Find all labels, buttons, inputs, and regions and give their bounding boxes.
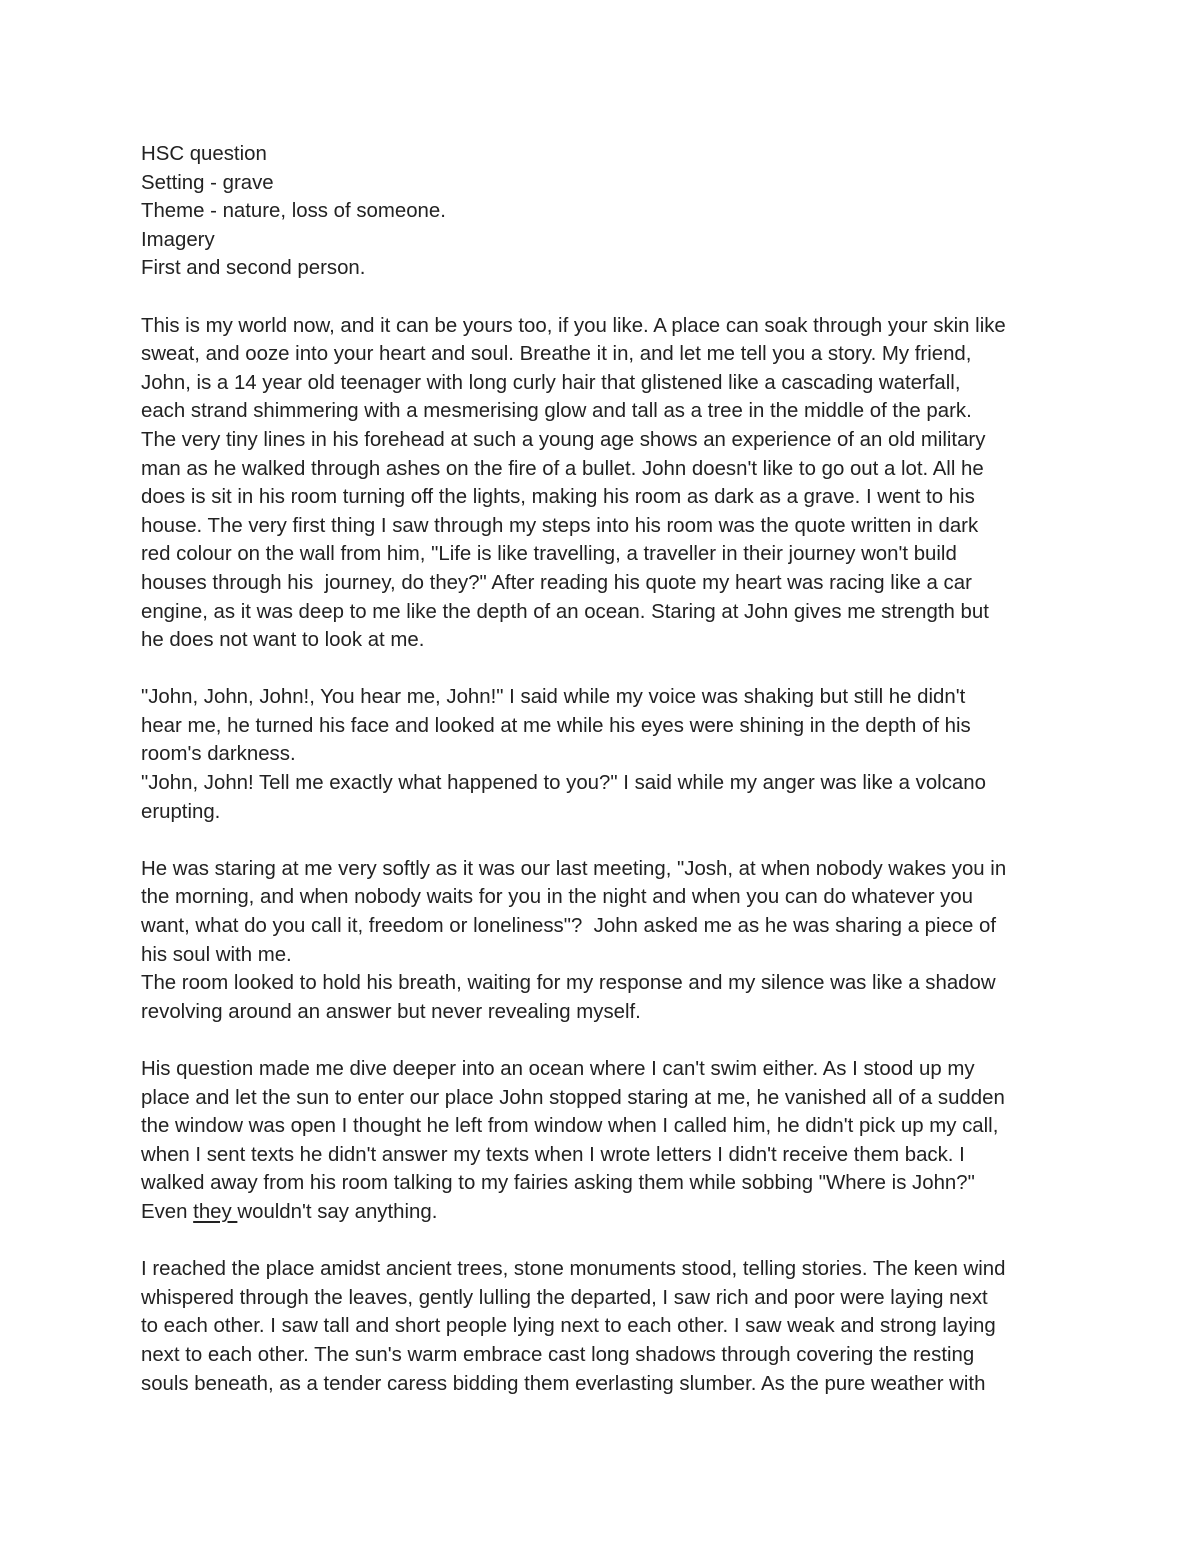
header-line: Setting - grave — [141, 171, 274, 194]
text-line: man as he walked through ashes on the fire of a bullet. John doesn't like to go out a lot. All he — [141, 457, 984, 480]
text-segment: wouldn't say anything. — [237, 1200, 438, 1223]
paragraph-4 — [141, 1055, 1071, 1227]
text-line: engine, as it was deep to me like the depth of an ocean. Staring at John gives me strength but — [141, 600, 989, 623]
paragraph-spacer — [141, 655, 1071, 684]
text-line: "John, John, John!, You hear me, John!" I said while my voice was shaking but still he didn't — [141, 686, 966, 709]
text-line: room's darkness. — [141, 743, 296, 766]
text-line: souls beneath, as a tender caress bidding them everlasting slumber. As the pure weather with — [141, 1372, 986, 1395]
text-line: when I sent texts he didn't answer my texts when I wrote letters I didn't receive them back. I — [141, 1143, 965, 1166]
text-line: red colour on the wall from him, "Life is like travelling, a traveller in their journey won't build — [141, 543, 957, 566]
document-body — [141, 140, 1071, 1398]
text-line: whispered through the leaves, gently lulling the departed, I saw rich and poor were laying next — [141, 1286, 988, 1309]
underlined-word: they — [193, 1200, 238, 1223]
header-notes — [141, 140, 1071, 283]
text-line: place and let the sun to enter our place John stopped staring at me, he vanished all of a sudden — [141, 1086, 1005, 1109]
text-line: to each other. I saw tall and short people lying next to each other. I saw weak and strong laying — [141, 1315, 996, 1338]
text-line: John, is a 14 year old teenager with long curly hair that glistened like a cascading waterfall, — [141, 371, 961, 394]
text-line: "John, John! Tell me exactly what happened to you?" I said while my anger was like a volcano — [141, 772, 986, 795]
text-line: I reached the place amidst ancient trees, stone monuments stood, telling stories. The keen wind — [141, 1258, 1006, 1281]
text-line: he does not want to look at me. — [141, 629, 425, 652]
text-line: sweat, and ooze into your heart and soul. Breathe it in, and let me tell you a story. My friend, — [141, 343, 972, 366]
paragraph-spacer — [141, 283, 1071, 312]
text-line: next to each other. The sun's warm embrace cast long shadows through covering the resting — [141, 1343, 975, 1366]
text-line: want, what do you call it, freedom or loneliness"? John asked me as he was sharing a piece of — [141, 915, 997, 938]
paragraph-spacer — [141, 1026, 1071, 1055]
text-segment: Even — [141, 1200, 194, 1223]
header-line: Imagery — [141, 228, 215, 251]
paragraph-2 — [141, 683, 1071, 826]
text-line: the morning, and when nobody waits for you in the night and when you can do whatever you — [141, 886, 974, 909]
paragraph-1 — [141, 312, 1071, 655]
text-line: erupting. — [141, 800, 221, 823]
paragraph-3 — [141, 855, 1071, 1027]
text-line: revolving around an answer but never revealing myself. — [141, 1000, 641, 1023]
header-line: Theme - nature, loss of someone. — [141, 200, 446, 223]
paragraph-spacer — [141, 826, 1071, 855]
header-line: First and second person. — [141, 257, 366, 280]
text-line: the window was open I thought he left from window when I called him, he didn't pick up my call, — [141, 1115, 999, 1138]
text-line: each strand shimmering with a mesmerising glow and tall as a tree in the middle of the park. — [141, 400, 972, 423]
text-line: his soul with me. — [141, 943, 292, 966]
header-line: HSC question — [141, 143, 267, 165]
text-line: His question made me dive deeper into an ocean where I can't swim either. As I stood up my — [141, 1058, 975, 1080]
text-line: hear me, he turned his face and looked at me while his eyes were shining in the depth of his — [141, 714, 971, 737]
text-line: house. The very first thing I saw through my steps into his room was the quote written in dark — [141, 514, 979, 537]
text-line-with-underline — [141, 1198, 1071, 1227]
text-line: He was staring at me very softly as it was our last meeting, "Josh, at when nobody wakes you in — [141, 857, 1007, 880]
text-line: does is sit in his room turning off the lights, making his room as dark as a grave. I went to his — [141, 486, 975, 509]
text-line: The room looked to hold his breath, waiting for my response and my silence was like a shadow — [141, 972, 996, 995]
text-line: The very tiny lines in his forehead at such a young age shows an experience of an old military — [141, 428, 986, 451]
text-line: houses through his journey, do they?" After reading his quote my heart was racing like a car — [141, 571, 972, 594]
paragraph-spacer — [141, 1227, 1071, 1256]
text-line: walked away from his room talking to my fairies asking them while sobbing "Where is John?" — [141, 1172, 975, 1195]
text-line: This is my world now, and it can be yours too, if you like. A place can soak through your skin like — [141, 314, 1006, 337]
paragraph-5 — [141, 1255, 1071, 1398]
